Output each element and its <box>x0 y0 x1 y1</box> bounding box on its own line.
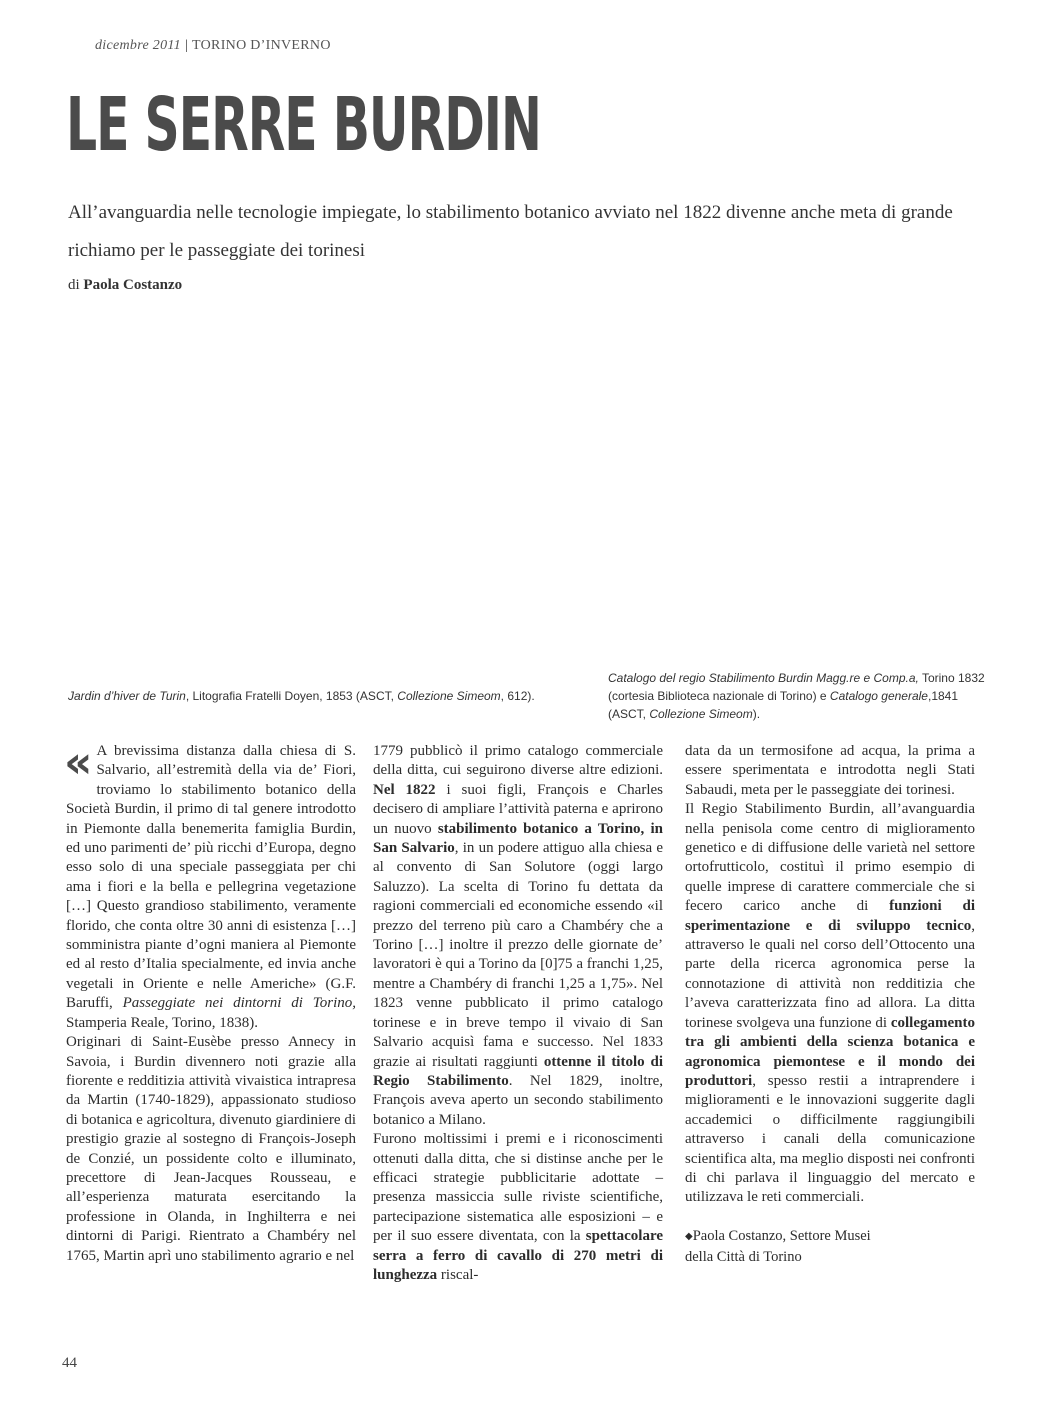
paragraph-text: Stamperia Reale, Torino, 1838). <box>66 1014 258 1031</box>
paragraph <box>373 1130 663 1285</box>
caption-left <box>68 687 588 705</box>
paragraph-text: Furono moltissimi i premi e i riconoscimenti ottenuti dalla ditta, che si distinse anche per le efficaci strategie pubblicitarie adottate – presenza massiccia sulle riviste scientifiche, partecipazione sistematica alle esposizioni – e per il suo essere diventata, con la <box>373 1131 663 1245</box>
caption-left-text-end: , 612). <box>500 689 535 703</box>
paragraph-text: , in un podere attiguo alla chiesa e al convento di San Solutore (oggi largo Saluzzo). La scelta di Torino fu dettata da ragioni commerciali ed economiche essendo «il prezzo del terreno più caro a Chambéry che a Torino […] inoltre il prezzo delle giornate de’ lavoratori è qui a Torino da [0]75 a franchi 1,25, mentre a Chambéry di franchi 1,25 a 1,75». Nel 1823 venne pubblicato il primo catalogo torinese e in breve tempo il vivaio di San Salvario acquisì fama e successo. Nel 1833 grazie ai risultati raggiunti <box>373 840 663 1070</box>
signature-line-1: Paola Costanzo, Settore Musei <box>692 1227 871 1244</box>
paragraph-text: A brevissima distanza dalla chiesa di S. Salvario, all’estremità della via de’ Fiori, troviamo lo stabilimento botanico della Società Burdin, il primo di tal genere introdotto in Piemonte dalla benemerita famiglia Burdin, ed uno parimenti de’ più ricchi d’Europa, degno esso solo di una speciale passeggiata per chi ama i fiori e la bella e pellegrina vegetazione […] Questo grandioso stabilimento, veramente florido, che conta oltre 30 anni di esistenza […] somministra piante d’ogni maniera al Piemonte ed al resto d’Italia specialmente, ed invia anche vegetali in Oriente e nelle Americhe» (G.F. Baruffi, <box>66 743 356 1012</box>
caption-right <box>608 669 998 723</box>
caption-left-collection: Collezione Simeom <box>397 689 501 703</box>
paragraph-text: i suoi figli, François e Charles decisero di ampliare l’attività paterna e aprirono un nuovo <box>373 781 663 837</box>
section-name: TORINO D’INVERNO <box>192 38 331 53</box>
paragraph-text: . Nel 1829, inoltre, François aveva aperto un secondo stabilimento botanico a Milano. <box>373 1072 663 1128</box>
paragraph-text: , spesso restii a intraprendere i miglioramenti e le innovazioni suggerite dagli accademici o difficilmente raggiungibili attraverso i canali della comunicazione scientifica alta, ma meglio disposti nei confronti di chi parlava il linguaggio del mercato e utilizzava le reti commerciali. <box>685 1072 975 1206</box>
paragraph <box>373 742 663 1130</box>
article-title: LE SERRE BURDIN <box>66 82 541 168</box>
book-title: Passeggiate nei dintorni di Torino, <box>122 995 357 1012</box>
highlight: stabilimento botanico a Torino, in San Salvario <box>373 820 663 857</box>
highlight: Nel 1822 <box>373 781 436 798</box>
caption-right-collection: Collezione Simeom <box>649 707 753 721</box>
caption-right-text-end: ). <box>752 707 761 721</box>
caption-left-text: , Litografia Fratelli Doyen, 1853 (ASCT, <box>185 689 398 703</box>
paragraph <box>64 737 357 1033</box>
highlight: funzioni di sperimentazione e di sviluppo tecnico <box>685 898 975 934</box>
paragraph-text: 1779 pubblicò il primo catalogo commerciale della ditta, cui seguirono diverse altre edizioni. <box>373 743 663 779</box>
header-separator: | <box>184 38 189 53</box>
paragraph-text: , attraverso le quali nel corso dell’Ottocento una parte della ricerca agronomica perse la connotazione di attività non redditizia che l’aveva caratterizzata fino ad allora. La ditta torinese svolgeva una funzione di <box>685 917 975 1031</box>
author-name: Paola Costanzo <box>83 277 183 293</box>
diamond-icon: ◆ <box>685 1230 693 1242</box>
signature-line-2: della Città di Torino <box>685 1248 802 1265</box>
caption-right-title: Catalogo del regio Stabilimento Burdin Magg.re e Comp.a, <box>608 671 919 685</box>
paragraph-text: riscal- <box>437 1266 479 1283</box>
article-column-2 <box>373 742 663 1285</box>
caption-right-text: Torino 1832 (cortesia Biblioteca nazionale di Torino) e <box>608 671 985 703</box>
opening-quote-mark: « <box>64 737 93 788</box>
article-column-3 <box>685 742 975 1267</box>
paragraph: data da un termosifone ad acqua, la prima a essere sperimentata e introdotta negli Stati Sabaudi, meta per le passeggiate dei torinesi. <box>685 743 975 798</box>
highlight: spettacolare serra a ferro di cavallo di 270 metri di lunghezza <box>373 1228 663 1283</box>
paragraph: Originari di Saint-Eusèbe presso Annecy in Savoia, i Burdin divennero noti grazie alla fiorente e redditizia attività vivaistica intrapresa da Martin (1740-1829), appassionato studioso di botanica e agricoltura, divenuto giardiniere di prestigio grazie al sostegno di François-Joseph de Conzié, un possidente colto e illuminato, precettore di Jean-Jacques Rousseau, e all’esperienza maturata esercitando la professione in Olanda, in Inghilterra e nei dintorni di Parigi. Rientrato a Chambéry nel 1765, Martin aprì uno stabilimento agrario e nel <box>66 1034 356 1264</box>
author-signature <box>685 1226 975 1267</box>
article-column-1 <box>64 737 357 1266</box>
running-head <box>95 38 331 54</box>
highlight: ottenne il titolo di Regio Stabilimento <box>373 1053 663 1089</box>
byline-prefix: di <box>68 277 80 293</box>
article-subtitle: All’avanguardia nelle tecnologie impiegate, lo stabilimento botanico avviato nel 1822 divenne anche meta di grande richiamo per le passeggiate dei torinesi <box>68 202 953 261</box>
paragraph-text: Il Regio Stabilimento Burdin, all’avanguardia nella penisola come centro di miglioramento genetico e di diffusione delle varietà nel settore ortofrutticolo, costituì il primo esempio di quelle imprese di carattere commerciale che si fecero carico anche di <box>685 801 975 915</box>
caption-right-text2: ,1841 (ASCT, <box>608 689 959 721</box>
caption-left-title: Jardin d’hiver de Turin <box>68 689 186 703</box>
page-number: 44 <box>62 1355 77 1371</box>
issue-date: dicembre 2011 <box>95 38 181 53</box>
paragraph <box>685 800 975 1208</box>
byline <box>68 277 182 294</box>
highlight: collegamento tra gli ambienti della scienza botanica e agronomica piemontese e il mondo dei produttori <box>685 1014 975 1089</box>
caption-right-title2: Catalogo generale <box>829 689 928 703</box>
